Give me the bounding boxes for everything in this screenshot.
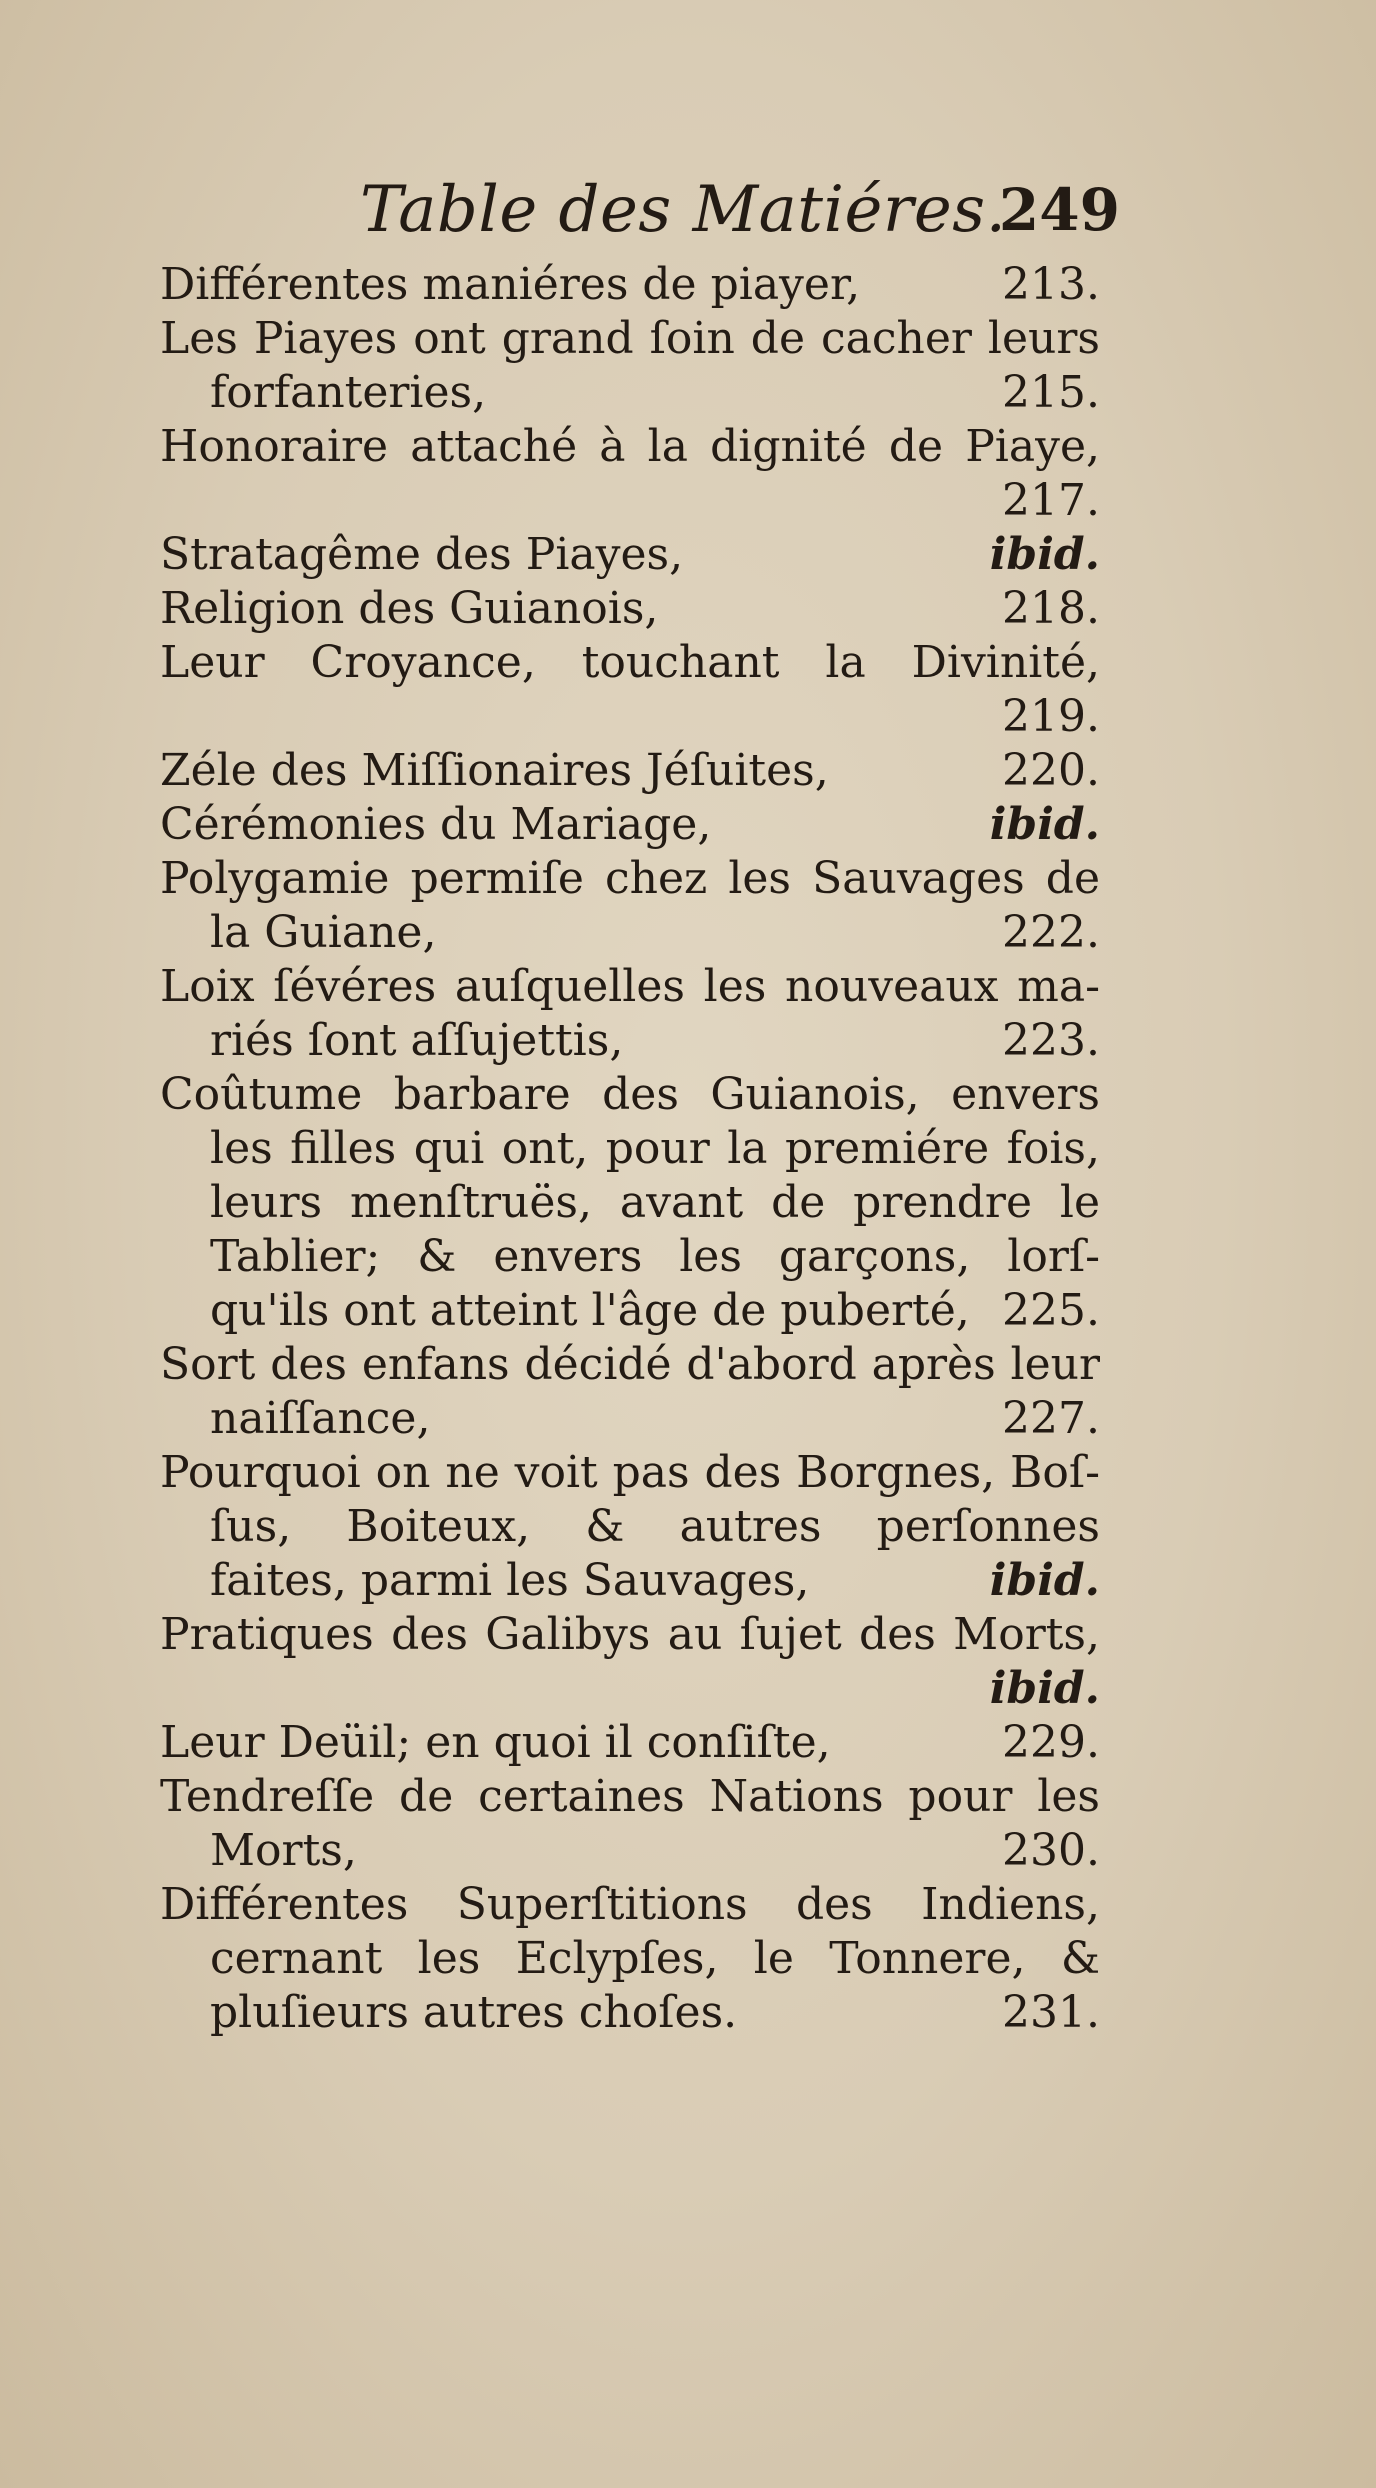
page-reference: 227. bbox=[1002, 1393, 1100, 1444]
entry-text: Pratiques des Galibys au ſujet des Morts, bbox=[160, 1609, 1100, 1660]
page-reference: 213. bbox=[1002, 259, 1100, 310]
toc-entry bbox=[160, 420, 1100, 528]
entry-text: la Guiane, 222. bbox=[210, 907, 1100, 958]
entry-text: pluſieurs autres choſes. 231. bbox=[210, 1987, 1100, 2038]
entry-text: Tablier; & envers les garçons, lorſ- bbox=[210, 1231, 1100, 1282]
page-reference: ibid. bbox=[989, 1555, 1100, 1606]
page-reference-line bbox=[160, 474, 1100, 528]
entry-text: ſus, Boiteux, & autres perſonnes bbox=[210, 1501, 1100, 1552]
entry-text: naiſſance, 227. bbox=[210, 1393, 1100, 1444]
toc-entry bbox=[160, 1068, 1100, 1338]
page-reference: 225. bbox=[1002, 1285, 1100, 1336]
page-reference: 215. bbox=[1002, 367, 1100, 418]
toc-entry bbox=[160, 258, 1100, 312]
page-reference: ibid. bbox=[989, 1663, 1100, 1714]
toc-entry bbox=[160, 312, 1100, 420]
toc-entry bbox=[160, 1446, 1100, 1608]
toc-entry bbox=[160, 1878, 1100, 2040]
toc-entry bbox=[160, 798, 1100, 852]
toc-entry bbox=[160, 1338, 1100, 1446]
entry-text: Leur Croyance, touchant la Divinité, bbox=[160, 637, 1100, 688]
page-reference-line bbox=[160, 690, 1100, 744]
toc-entry bbox=[160, 744, 1100, 798]
page-reference: 219. bbox=[1002, 691, 1100, 742]
toc-entry bbox=[160, 528, 1100, 582]
toc-entry bbox=[160, 1608, 1100, 1716]
entry-text: Stratagême des Piayes, ibid. bbox=[160, 529, 1100, 580]
entry-text: Honoraire attaché à la dignité de Piaye, bbox=[160, 421, 1100, 472]
page-number: 249 bbox=[998, 176, 1120, 244]
entry-text: Différentes Superſtitions des Indiens, bbox=[160, 1879, 1100, 1930]
entry-text: Sort des enfans décidé d'abord après leur bbox=[160, 1339, 1100, 1390]
entry-text: Les Piayes ont grand ſoin de cacher leurs bbox=[160, 313, 1100, 364]
entry-text: les filles qui ont, pour la premiére fois, bbox=[210, 1123, 1100, 1174]
page-reference: 222. bbox=[1002, 907, 1100, 958]
page-title: Table des Matiéres. bbox=[360, 173, 1007, 247]
entry-text: faites, parmi les Sauvages, ibid. bbox=[210, 1555, 1100, 1606]
toc-entry bbox=[160, 582, 1100, 636]
entry-text: forfanteries, 215. bbox=[210, 367, 1100, 418]
page-reference: 223. bbox=[1002, 1015, 1100, 1066]
entry-text: Religion des Guianois, 218. bbox=[160, 583, 1100, 634]
page-reference: 217. bbox=[1002, 475, 1100, 526]
entry-text: Loix ſévéres auſquelles les nouveaux ma- bbox=[160, 961, 1100, 1012]
entry-text: Morts, 230. bbox=[210, 1825, 1100, 1876]
entry-text: riés ſont aſſujettis, 223. bbox=[210, 1015, 1100, 1066]
toc-entry bbox=[160, 1770, 1100, 1878]
entry-text: Coûtume barbare des Guianois, envers bbox=[160, 1069, 1100, 1120]
entry-text: Cérémonies du Mariage, ibid. bbox=[160, 799, 1100, 850]
entry-text: cernant les Eclypſes, le Tonnere, & bbox=[210, 1933, 1100, 1984]
entry-text: Pourquoi on ne voit pas des Borgnes, Boſ- bbox=[160, 1447, 1100, 1498]
toc-entry bbox=[160, 636, 1100, 744]
toc-entry bbox=[160, 852, 1100, 960]
page-reference: ibid. bbox=[989, 529, 1100, 580]
entry-text: Zéle des Miſſionaires Jéſuites, 220. bbox=[160, 745, 1100, 796]
entry-text: Leur Deüil; en quoi il conſiſte, 229. bbox=[160, 1717, 1100, 1768]
toc-entry bbox=[160, 960, 1100, 1068]
entry-text: Différentes maniéres de piayer, 213. bbox=[160, 259, 1100, 310]
entry-text: qu'ils ont atteint l'âge de puberté, 225. bbox=[210, 1285, 1100, 1336]
table-of-contents bbox=[160, 258, 1100, 2040]
page-reference-line bbox=[160, 1662, 1100, 1716]
entry-text: Polygamie permiſe chez les Sauvages de bbox=[160, 853, 1100, 904]
page-reference: 218. bbox=[1002, 583, 1100, 634]
page-reference: 230. bbox=[1002, 1825, 1100, 1876]
running-header bbox=[360, 160, 1120, 260]
toc-entry bbox=[160, 1716, 1100, 1770]
page-reference: ibid. bbox=[989, 799, 1100, 850]
entry-text: Tendreſſe de certaines Nations pour les bbox=[160, 1771, 1100, 1822]
page-reference: 231. bbox=[1002, 1987, 1100, 2038]
page-reference: 229. bbox=[1002, 1717, 1100, 1768]
page-reference: 220. bbox=[1002, 745, 1100, 796]
entry-text: leurs menſtruës, avant de prendre le bbox=[210, 1177, 1100, 1228]
